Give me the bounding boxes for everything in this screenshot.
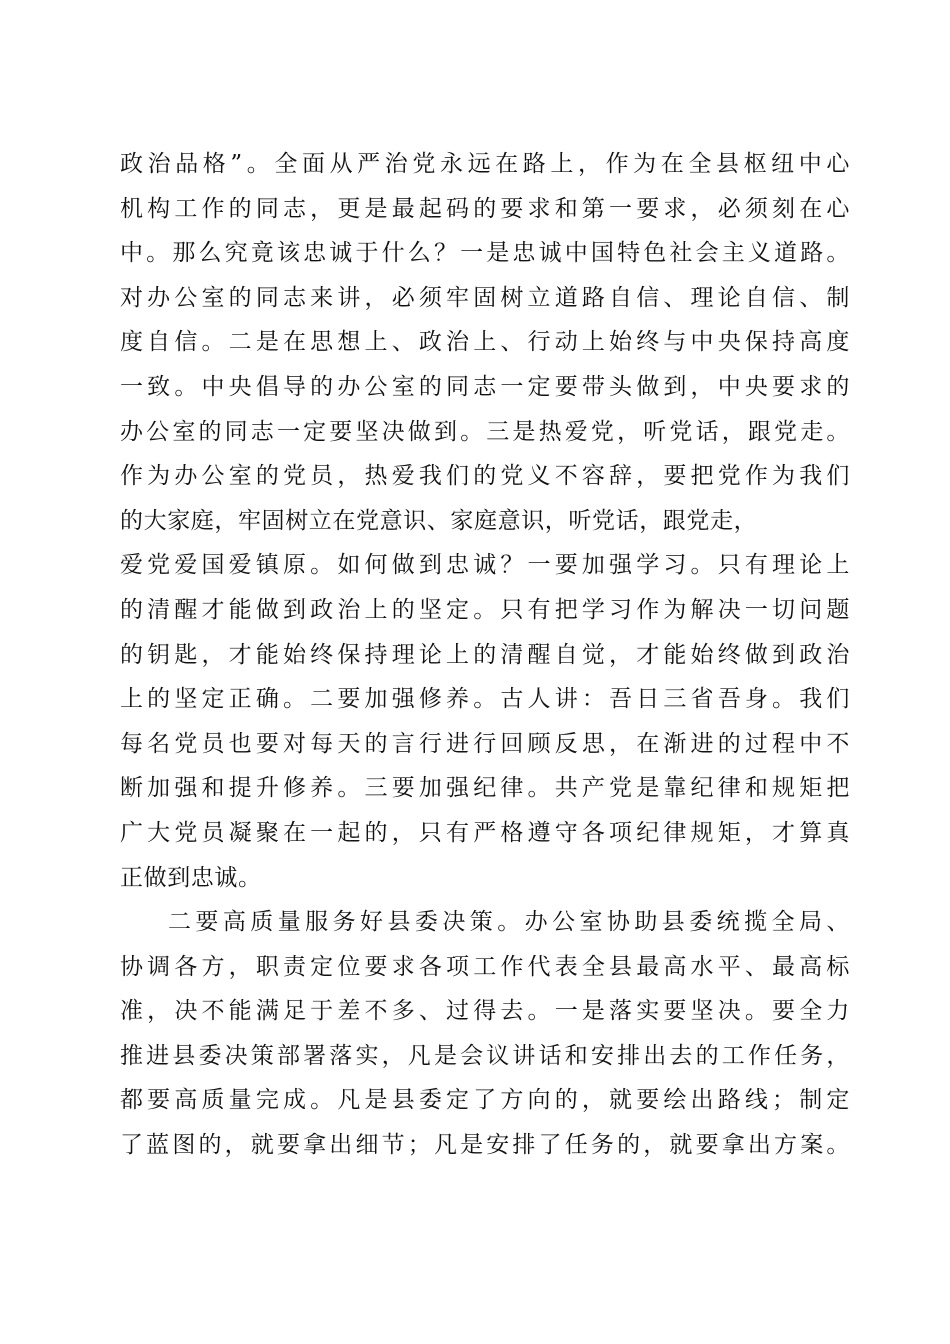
text-line: 政治品格”。全面从严治党永远在路上，作为在全县枢纽中心	[120, 151, 850, 177]
text-line: 一致。中央倡导的办公室的同志一定要带头做到，中央要求的	[120, 373, 850, 400]
text-line: 办公室的同志一定要坚决做到。三是热爱党，听党话，跟党走。	[120, 418, 850, 445]
text-line: 的清醒才能做到政治上的坚定。只有把学习作为解决一切问题	[120, 596, 850, 623]
text-line: 都要高质量完成。凡是县委定了方向的，就要绘出路线；制定	[120, 1087, 850, 1114]
text-line: 协调各方，职责定位要求各项工作代表全县最高水平、最高标	[120, 953, 850, 980]
text-line: 对办公室的同志来讲，必须牢固树立道路自信、理论自信、制	[120, 284, 850, 311]
text-line: 机构工作的同志，更是最起码的要求和第一要求，必须刻在心	[120, 195, 850, 222]
text-line: 的钥匙，才能始终保持理论上的清醒自觉，才能始终做到政治	[120, 641, 850, 668]
text-line: 爱党爱国爱镇原。如何做到忠诚？一要加强学习。只有理论上	[120, 552, 850, 579]
text-line: 度自信。二是在思想上、政治上、行动上始终与中央保持高度	[120, 329, 850, 356]
text-line: 作为办公室的党员，热爱我们的党义不容辞，要把党作为我们	[120, 463, 850, 490]
body-text	[120, 142, 850, 1168]
text-line: 推进县委决策部署落实，凡是会议讲话和安排出去的工作任务，	[120, 1042, 850, 1069]
paragraph-end-line: 正做到忠诚。	[120, 864, 262, 891]
paragraph-start-line: 二要高质量服务好县委决策。办公室协助县委统揽全局、	[168, 909, 850, 936]
text-line: 的大家庭，牢固树立在党意识、家庭意识，听党话，跟党走，	[120, 507, 758, 534]
text-line: 上的坚定正确。二要加强修养。古人讲：吾日三省吾身。我们	[120, 686, 850, 713]
text-line: 广大党员凝聚在一起的，只有严格遵守各项纪律规矩，才算真	[120, 819, 850, 846]
text-line: 中。那么究竟该忠诚于什么？一是忠诚中国特色社会主义道路。	[120, 240, 850, 267]
text-line: 断加强和提升修养。三要加强纪律。共产党是靠纪律和规矩把	[120, 775, 850, 802]
text-line: 准，决不能满足于差不多、过得去。一是落实要坚决。要全力	[120, 998, 850, 1025]
text-line: 每名党员也要对每天的言行进行回顾反思，在渐进的过程中不	[120, 730, 850, 757]
text-line: 了蓝图的，就要拿出细节；凡是安排了任务的，就要拿出方案。	[120, 1132, 850, 1159]
